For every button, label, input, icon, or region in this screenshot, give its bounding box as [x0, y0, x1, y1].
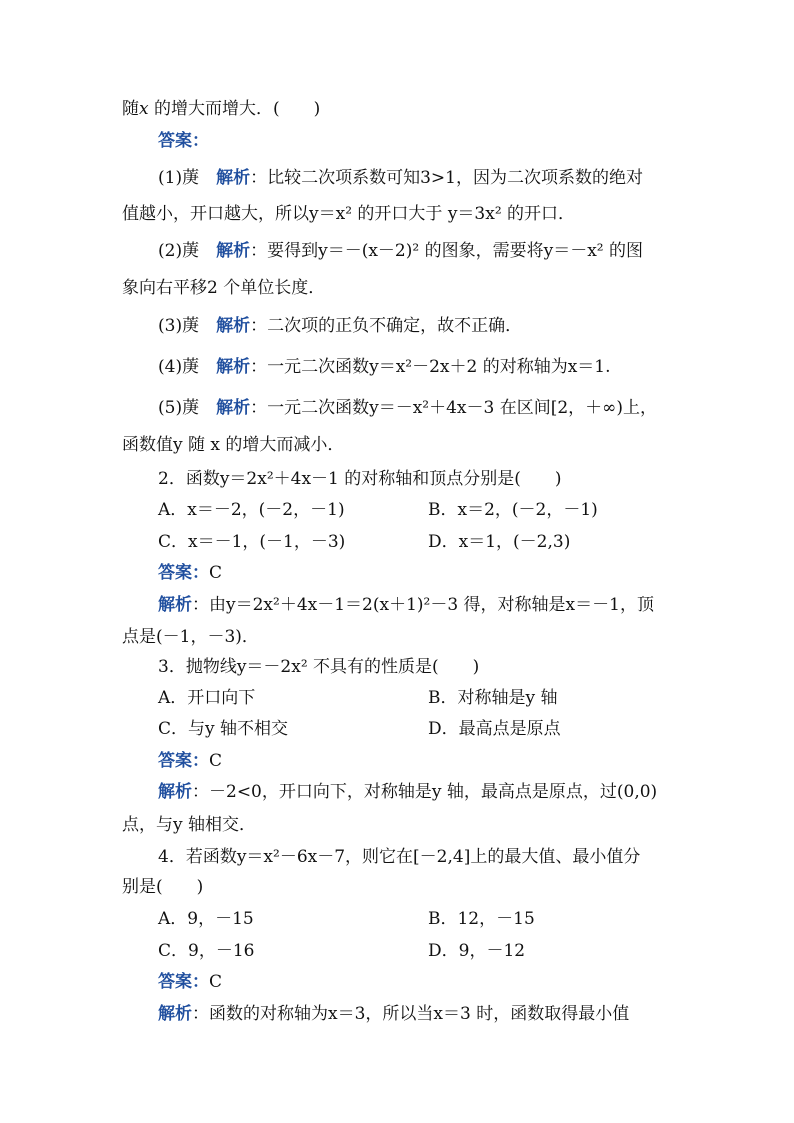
question-3-option-b: B．对称轴是y 轴 — [428, 688, 558, 708]
question-3-answer — [158, 750, 222, 772]
question-4-option-a: A．9，－15 — [158, 909, 254, 929]
judgement-3-mark: 菮 — [182, 316, 200, 336]
judgement-5-label: 解析 — [216, 398, 251, 418]
judgement-5-text-1: ：一元二次函数y＝－x²＋4x－3 在区间[2，＋∞)上， — [250, 398, 657, 418]
question-4-stem-line-1: 4．若函数y＝x²－6x－7，则它在[－2,4]上的最大值、最小值分 — [158, 847, 641, 867]
judgement-1-mark: 菮 — [182, 168, 200, 188]
question-2-option-a: A．x＝－2，(－2，－1) — [158, 500, 345, 520]
judgement-4-label: 解析 — [216, 357, 251, 377]
judgement-3-label: 解析 — [216, 316, 251, 336]
judgement-5-mark: 菮 — [182, 398, 200, 418]
question-3-answer-label: 答案： — [158, 751, 209, 771]
question-3-analysis-label: 解析 — [158, 782, 192, 802]
question-3-analysis-line-1 — [158, 781, 657, 803]
judgement-2-label: 解析 — [216, 241, 251, 261]
question-4-stem-line-2: 别是( ) — [122, 877, 204, 897]
question-4-option-c: C．9，－16 — [158, 941, 255, 961]
question-2-answer-value: C — [209, 563, 223, 583]
question-2-analysis-text-1: ：由y＝2x²＋4x－1＝2(x＋1)²－3 得，对称轴是x＝－1，顶 — [192, 595, 654, 615]
question-3-analysis-text-1: ：－2<0，开口向下，对称轴是y 轴，最高点是原点，过(0,0) — [192, 782, 658, 802]
judgement-1-label: 解析 — [216, 168, 251, 188]
question-4-option-b: B．12，－15 — [428, 909, 535, 929]
intro-text-a: 随 — [122, 99, 139, 119]
question-3-option-c: C．与y 轴不相交 — [158, 719, 289, 739]
judgement-2-line-1 — [158, 240, 643, 262]
question-2-analysis-label: 解析 — [158, 595, 192, 615]
judgement-1-text-1: ：比较二次项系数可知3>1，因为二次项系数的绝对 — [250, 168, 643, 188]
question-4-analysis-line-1 — [158, 1003, 629, 1025]
intro-var-x: x — [139, 99, 149, 119]
judgement-4-mark: 菮 — [182, 357, 200, 377]
judgement-1-line-1 — [158, 167, 643, 189]
judgement-5-line-2: 函数值y 随 x 的增大而减小． — [122, 435, 345, 455]
question-2-stem: 2．函数y＝2x²＋4x－1 的对称轴和顶点分别是( ) — [158, 469, 562, 489]
question-3-option-a: A．开口向下 — [158, 688, 256, 708]
question-4-answer — [158, 971, 222, 993]
question-2-analysis-line-1 — [158, 594, 654, 616]
question-3-analysis-line-2: 点，与y 轴相交． — [122, 815, 257, 835]
judgement-2-text-1: ：要得到y＝－(x－2)² 的图象，需要将y＝－x² 的图 — [250, 241, 643, 261]
intro-line — [122, 98, 320, 120]
judgement-5-line-1 — [158, 397, 657, 419]
question-3-stem: 3．抛物线y＝－2x² 不具有的性质是( ) — [158, 657, 480, 677]
question-4-analysis-label: 解析 — [158, 1004, 192, 1024]
question-2-answer — [158, 562, 222, 584]
judgement-3-text-1: ：二次项的正负不确定，故不正确． — [250, 316, 523, 336]
answer-heading: 答案： — [158, 131, 209, 151]
intro-text-b: 的增大而增大．( ) — [148, 99, 321, 119]
question-2-option-d: D．x＝1，(－2,3) — [428, 532, 571, 552]
judgement-3-number: (3) — [158, 316, 183, 336]
question-3-option-d: D．最高点是原点 — [428, 719, 561, 739]
judgement-2-line-2: 象向右平移2 个单位长度． — [122, 278, 326, 298]
question-4-answer-value: C — [209, 972, 223, 992]
judgement-4-line-1 — [158, 356, 611, 378]
question-3-answer-value: C — [209, 751, 223, 771]
question-2-analysis-line-2: 点是(－1，－3)． — [122, 627, 259, 647]
judgement-1-number: (1) — [158, 168, 183, 188]
question-2-option-c: C．x＝－1，(－1，－3) — [158, 532, 346, 552]
question-4-answer-label: 答案： — [158, 972, 209, 992]
judgement-4-number: (4) — [158, 357, 183, 377]
question-4-option-d: D．9，－12 — [428, 941, 526, 961]
judgement-1-line-2: 值越小，开口越大，所以y＝x² 的开口大于 y＝3x² 的开口． — [122, 204, 576, 224]
judgement-5-number: (5) — [158, 398, 183, 418]
question-2-answer-label: 答案： — [158, 563, 209, 583]
judgement-3-line-1 — [158, 315, 522, 337]
question-4-analysis-text-1: ：函数的对称轴为x＝3，所以当x＝3 时，函数取得最小值 — [192, 1004, 630, 1024]
judgement-2-mark: 菮 — [182, 241, 200, 261]
judgement-2-number: (2) — [158, 241, 183, 261]
judgement-4-text-1: ：一元二次函数y＝x²－2x＋2 的对称轴为x＝1. — [250, 357, 611, 377]
question-2-option-b: B．x＝2，(－2，－1) — [428, 500, 598, 520]
